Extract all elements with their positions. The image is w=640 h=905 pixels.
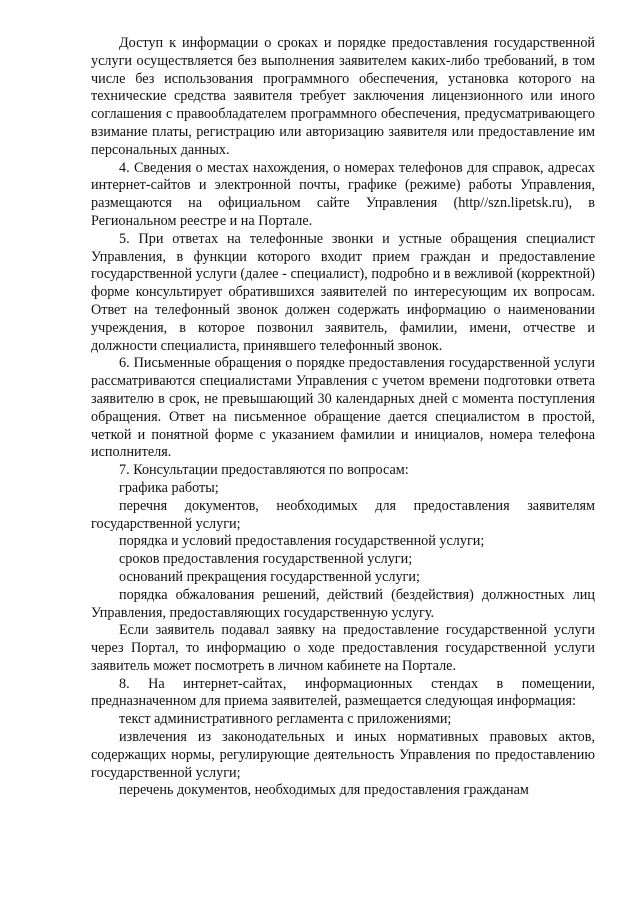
list-item-legal-extracts: извлечения из законодательных и иных нормативных правовых актов, содержащих нормы, регулирующие деятельность Управления по предоставлению государственной услуги; <box>91 729 595 781</box>
paragraph-item-5: 5. При ответах на телефонные звонки и устные обращения специалист Управления, в функции которого входит прием граждан и предоставление государственной услуги (далее - специалист), подробно и в вежливой (корректной) форме консультирует обратившихся заявителей по интересующим их вопросам. Ответ на телефонный звонок должен содержать информацию о наименовании учреждения, в которое позвонил заявитель, фамилии, имени, отчестве и должности специалиста, принявшего телефонный звонок. <box>91 230 595 354</box>
paragraph-item-8: 8. На интернет-сайтах, информационных стендах в помещении, предназначенном для приема заявителей, размещается следующая информация: <box>91 675 595 710</box>
paragraph-item-4: 4. Сведения о местах нахождения, о номерах телефонов для справок, адресах интернет-сайтов и электронной почты, графике (режиме) работы Управления, размещаются на официальном сайте Управления (http//szn.lipetsk.ru), в Региональном реестре и на Портале. <box>91 159 595 229</box>
paragraph-access-info: Доступ к информации о сроках и порядке предоставления государственной услуги осуществляется без выполнения заявителем каких-либо требований, в том числе без использования программного обеспечения, установка которого на технические средства заявителя требует заключения лицензионного или иного соглашения с правообладателем программного обеспечения, предусматривающего взимание платы, регистрацию или авторизацию заявителя или предоставление им персональных данных. <box>91 35 595 158</box>
list-item-documents: перечня документов, необходимых для предоставления заявителям государственной услуги; <box>91 497 595 532</box>
list-item-regulation-text: текст административного регламента с приложениями; <box>119 711 452 728</box>
list-item-documents-list: перечень документов, необходимых для предоставления гражданам <box>119 782 529 799</box>
list-item-appeal: порядка обжалования решений, действий (бездействия) должностных лиц Управления, предоставляющих государственную услугу. <box>91 586 595 621</box>
list-item-schedule: графика работы; <box>119 479 219 496</box>
list-item-termination: оснований прекращения государственной услуги; <box>119 568 420 585</box>
list-item-terms: сроков предоставления государственной услуги; <box>119 551 413 568</box>
paragraph-item-7: 7. Консультации предоставляются по вопросам: <box>119 462 409 479</box>
paragraph-portal: Если заявитель подавал заявку на предоставление государственной услуги через Портал, то информацию о ходе предоставления государственной услуги заявитель может посмотреть в личном кабинете на Портале. <box>91 622 595 674</box>
list-item-procedure: порядка и условий предоставления государственной услуги; <box>119 533 485 550</box>
document-body <box>91 35 595 800</box>
paragraph-item-6: 6. Письменные обращения о порядке предоставления государственной услуги рассматриваются специалистами Управления с учетом времени подготовки ответа заявителю в срок, не превышающий 30 календарных дней с момента поступления обращения. Ответ на письменное обращение дается специалистом в простой, четкой и понятной форме с указанием фамилии и инициалов, номера телефона исполнителя. <box>91 355 595 461</box>
